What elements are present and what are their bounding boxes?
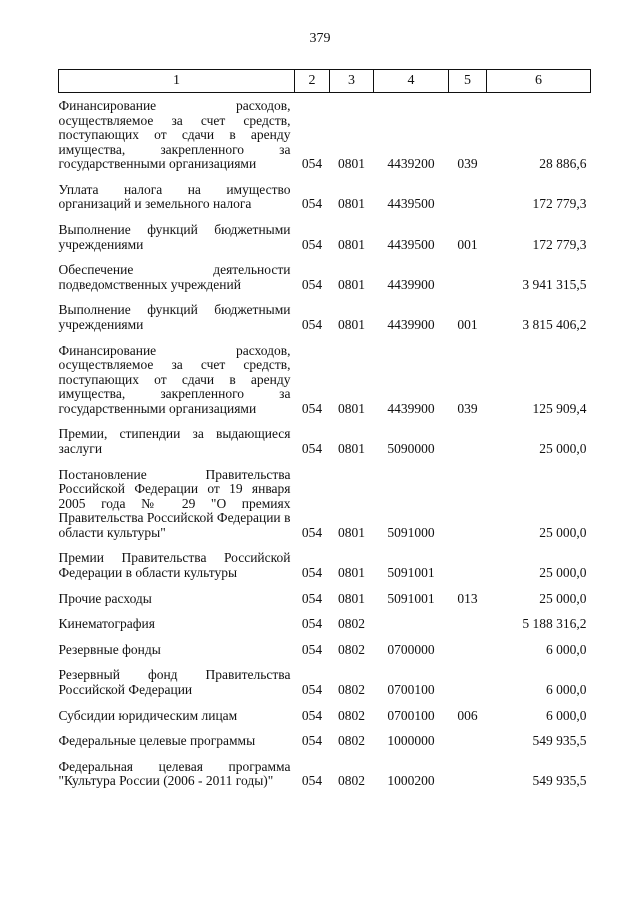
row-code-section: 0802 xyxy=(338,616,365,632)
row-amount: 5 188 316,2 xyxy=(522,616,587,632)
row-code-type: 001 xyxy=(457,316,478,332)
row-code-ministry: 054 xyxy=(301,681,323,697)
row-amount: 28 886,6 xyxy=(539,156,587,172)
header-col-6: 6 xyxy=(487,70,591,93)
row-code-ministry: 054 xyxy=(301,236,323,252)
row-amount: 6 000,0 xyxy=(546,641,587,657)
row-code-ministry: 054 xyxy=(301,196,323,212)
row-code-type xyxy=(449,416,487,456)
row-code-type: 039 xyxy=(457,400,478,416)
row-name: Субсидии юридическим лицам xyxy=(58,707,238,723)
row-name: Резервные фонды xyxy=(58,641,161,657)
row-name: Финансирование расходов, осуществляемое за счет средств, поступающих от сдачи в аренду имущества, закрепленного за государственными организациями xyxy=(58,98,291,172)
row-code-article: 5091001 xyxy=(387,565,435,581)
row-code-type xyxy=(449,540,487,580)
row-name: Резервный фонд Правительства Российской Федерации xyxy=(58,667,291,697)
row-code-article: 4439900 xyxy=(387,400,435,416)
row-amount: 172 779,3 xyxy=(532,236,587,252)
row-code-type: 013 xyxy=(457,590,478,606)
table-row xyxy=(59,172,591,212)
row-code-section: 0801 xyxy=(338,440,365,456)
row-code-article: 5090000 xyxy=(387,440,435,456)
row-name: Финансирование расходов, осуществляемое за счет средств, поступающих от сдачи в аренду имущества, закрепленного за государственными организациями xyxy=(58,342,291,416)
row-name: Постановление Правительства Российской Федерации от 19 января 2005 года № 29 "О премиях Правительства Российской Федерации в области культуры" xyxy=(58,466,291,540)
row-code-article: 4439500 xyxy=(387,236,435,252)
row-name: Уплата налога на имущество организаций и земельного налога xyxy=(58,181,291,212)
header-row xyxy=(59,70,591,93)
row-amount: 3 815 406,2 xyxy=(522,316,587,332)
table-row xyxy=(59,212,591,252)
row-code-section: 0802 xyxy=(338,733,365,749)
table-row xyxy=(59,540,591,580)
table-row xyxy=(59,93,591,172)
row-code-article: 0700100 xyxy=(387,707,435,723)
row-code-ministry: 054 xyxy=(301,707,323,723)
table-row xyxy=(59,416,591,456)
row-code-section: 0801 xyxy=(338,236,365,252)
row-amount: 25 000,0 xyxy=(539,524,587,540)
table-row xyxy=(59,723,591,749)
table-body xyxy=(59,93,591,789)
row-code-section: 0801 xyxy=(338,565,365,581)
row-code-article: 4439200 xyxy=(387,156,435,172)
row-amount: 172 779,3 xyxy=(532,196,587,212)
row-code-article: 1000000 xyxy=(387,733,435,749)
header-col-4: 4 xyxy=(374,70,449,93)
row-code-section: 0801 xyxy=(338,196,365,212)
row-name: Кинематография xyxy=(58,616,155,632)
row-code-ministry: 054 xyxy=(301,524,323,540)
row-code-ministry: 054 xyxy=(301,733,323,749)
row-code-ministry: 054 xyxy=(301,565,323,581)
row-amount: 25 000,0 xyxy=(539,590,587,606)
row-code-section: 0801 xyxy=(338,276,365,292)
row-code-type xyxy=(449,723,487,749)
row-code-ministry: 054 xyxy=(301,590,323,606)
row-code-ministry: 054 xyxy=(301,316,323,332)
row-code-type xyxy=(449,252,487,292)
row-code-type xyxy=(449,172,487,212)
row-code-ministry: 054 xyxy=(301,276,323,292)
row-code-article: 1000200 xyxy=(387,773,435,789)
row-name: Прочие расходы xyxy=(58,590,152,606)
row-code-ministry: 054 xyxy=(301,156,323,172)
row-code-article: 4439900 xyxy=(387,276,435,292)
table-row xyxy=(59,749,591,789)
row-code-ministry: 054 xyxy=(301,616,323,632)
row-code-section: 0801 xyxy=(338,590,365,606)
budget-table xyxy=(58,69,591,789)
row-name: Федеральная целевая программа "Культура России (2006 - 2011 годы)" xyxy=(58,758,291,789)
row-name: Выполнение функций бюджетными учреждениями xyxy=(58,302,291,332)
row-code-section: 0802 xyxy=(338,681,365,697)
row-name: Премии, стипендии за выдающиеся заслуги xyxy=(58,426,291,456)
row-code-section: 0801 xyxy=(338,316,365,332)
row-name: Федеральные целевые программы xyxy=(58,733,256,749)
table-row xyxy=(59,292,591,332)
row-amount: 6 000,0 xyxy=(546,707,587,723)
row-code-type: 001 xyxy=(457,236,478,252)
row-amount: 6 000,0 xyxy=(546,681,587,697)
table-row xyxy=(59,333,591,417)
header-col-3: 3 xyxy=(330,70,374,93)
row-amount: 549 935,5 xyxy=(532,773,587,789)
table-row xyxy=(59,457,591,541)
row-code-type xyxy=(449,457,487,541)
table-row xyxy=(59,632,591,658)
table-row xyxy=(59,698,591,724)
row-code-type xyxy=(449,632,487,658)
row-code-article: 4439900 xyxy=(387,316,435,332)
table-header xyxy=(59,70,591,93)
row-code-section: 0802 xyxy=(338,641,365,657)
header-col-2: 2 xyxy=(295,70,330,93)
row-name: Обеспечение деятельности подведомственных учреждений xyxy=(58,262,291,292)
row-code-type xyxy=(449,606,487,632)
table-row xyxy=(59,606,591,632)
row-amount: 25 000,0 xyxy=(539,565,587,581)
row-code-article: 0700100 xyxy=(387,681,435,697)
row-code-type: 039 xyxy=(457,156,478,172)
header-col-5: 5 xyxy=(449,70,487,93)
row-code-article: 5091000 xyxy=(387,524,435,540)
row-code-section: 0802 xyxy=(338,707,365,723)
table-row xyxy=(59,657,591,697)
row-code-type xyxy=(449,657,487,697)
row-code-section: 0801 xyxy=(338,156,365,172)
row-code-ministry: 054 xyxy=(301,400,323,416)
header-col-1: 1 xyxy=(59,70,295,93)
row-code-type: 006 xyxy=(457,707,478,723)
row-amount: 549 935,5 xyxy=(532,733,587,749)
row-code-ministry: 054 xyxy=(301,773,323,789)
row-code-article xyxy=(374,606,449,632)
row-code-ministry: 054 xyxy=(301,641,323,657)
row-code-ministry: 054 xyxy=(301,440,323,456)
row-name: Премии Правительства Российской Федерации в области культуры xyxy=(58,550,291,581)
row-name: Выполнение функций бюджетными учреждениями xyxy=(58,222,291,252)
row-code-section: 0801 xyxy=(338,524,365,540)
table-row xyxy=(59,252,591,292)
row-code-type xyxy=(449,749,487,789)
row-code-section: 0802 xyxy=(338,773,365,789)
row-amount: 125 909,4 xyxy=(532,400,587,416)
row-code-article: 5091001 xyxy=(387,590,435,606)
row-amount: 25 000,0 xyxy=(539,440,587,456)
row-code-section: 0801 xyxy=(338,400,365,416)
row-amount: 3 941 315,5 xyxy=(522,276,587,292)
page-number: 379 xyxy=(309,31,331,46)
row-code-article: 4439500 xyxy=(387,196,435,212)
row-code-article: 0700000 xyxy=(387,641,435,657)
table-row xyxy=(59,581,591,607)
